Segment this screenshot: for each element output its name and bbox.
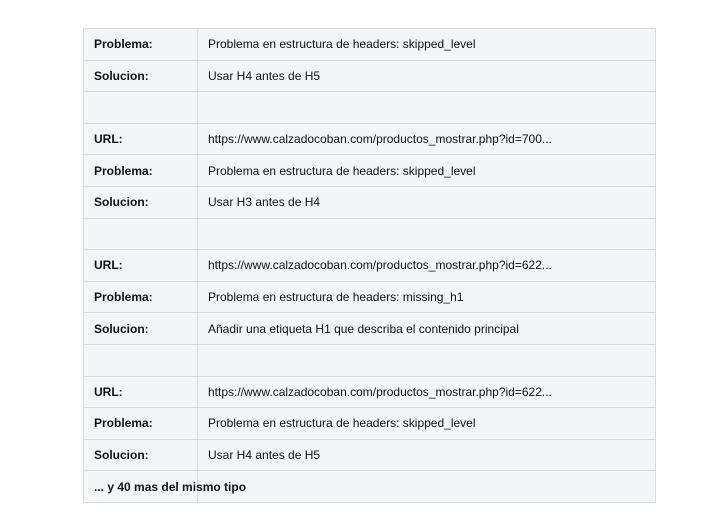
footer-empty-cell [198, 471, 656, 503]
row-value: https://www.calzadocoban.com/productos_mostrar.php?id=700... [198, 123, 656, 155]
row-label: Problema: [84, 155, 198, 187]
row-value: Usar H4 antes de H5 [198, 439, 656, 471]
table-row [84, 313, 656, 345]
row-value: Añadir una etiqueta H1 que describa el contenido principal [198, 313, 656, 345]
footer-summary: ... y 40 mas del mismo tipo [84, 471, 198, 503]
table-row [84, 186, 656, 218]
row-label [84, 218, 198, 250]
row-value: Problema en estructura de headers: skipped_level [198, 29, 656, 61]
row-label: URL: [84, 123, 198, 155]
row-value: Problema en estructura de headers: skipped_level [198, 155, 656, 187]
footer-row [84, 471, 656, 503]
row-value: https://www.calzadocoban.com/productos_mostrar.php?id=622... [198, 376, 656, 408]
row-label: URL: [84, 250, 198, 282]
row-value [198, 344, 656, 376]
row-value [198, 92, 656, 124]
row-label: Solucion: [84, 439, 198, 471]
spacer-row [84, 218, 656, 250]
row-value [198, 218, 656, 250]
table-row [84, 29, 656, 61]
table-row [84, 123, 656, 155]
row-value: Usar H4 antes de H5 [198, 60, 656, 92]
row-value: Problema en estructura de headers: missing_h1 [198, 281, 656, 313]
spacer-row [84, 344, 656, 376]
row-value: Problema en estructura de headers: skipped_level [198, 408, 656, 440]
row-label: Solucion: [84, 313, 198, 345]
row-label: Problema: [84, 29, 198, 61]
row-label: Solucion: [84, 186, 198, 218]
row-value: https://www.calzadocoban.com/productos_mostrar.php?id=622... [198, 250, 656, 282]
table-row [84, 281, 656, 313]
row-label [84, 92, 198, 124]
row-label: Problema: [84, 408, 198, 440]
row-label: URL: [84, 376, 198, 408]
table-row [84, 250, 656, 282]
issues-table [83, 28, 656, 503]
spacer-row [84, 92, 656, 124]
table-row [84, 408, 656, 440]
table-row [84, 439, 656, 471]
table-row [84, 155, 656, 187]
row-label: Solucion: [84, 60, 198, 92]
table-row [84, 60, 656, 92]
row-label [84, 344, 198, 376]
table-row [84, 376, 656, 408]
row-label: Problema: [84, 281, 198, 313]
row-value: Usar H3 antes de H4 [198, 186, 656, 218]
